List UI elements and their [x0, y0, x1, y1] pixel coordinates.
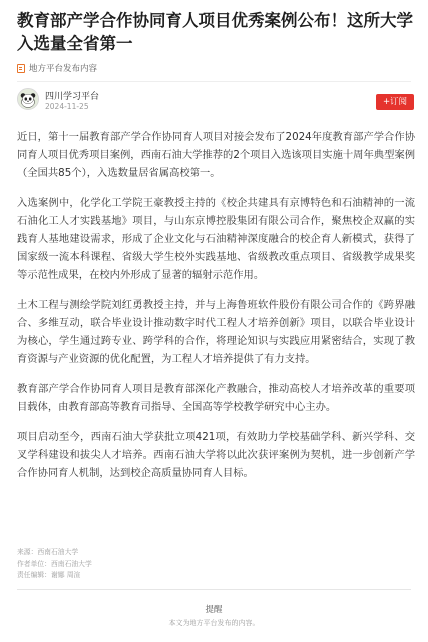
header-divider [17, 81, 411, 82]
panda-avatar-icon [18, 89, 38, 109]
article-paragraph: 土木工程与测绘学院刘红勇教授主持，并与上海鲁班软件股份有限公司合作的《跨界融合、多维互动，联合毕业设计推动数字时代工程人才培养创新》项目，以联合毕业设计为核心，学生通过跨专业、跨学科的合作，将理论知识与实践应用紧密结合，实现了教育资源与产业资源的优化配置，为工程人才培养提供了有力支持。 [17, 299, 415, 365]
document-icon [17, 64, 25, 73]
footer-note: 本文为地方平台发布的内容。 [168, 619, 260, 627]
article-paragraph: 教育部产学合作协同育人项目是教育部深化产教融合，推动高校人才培养改革的重要项目载体，由教育部高等教育司指导、全国高等学校教学研究中心主办。 [17, 383, 415, 413]
source-tag [17, 62, 97, 74]
article-paragraph: 项目启动至今，西南石油大学获批立项421项，有效助力学校基础学科、新兴学科、交叉学科建设和拔尖人才培养。西南石油大学将以此次获评案例为契机，进一步创新产学合作协同育人机制，达到校企高质量协同育人目标。 [17, 431, 415, 479]
meta-source: 来源：西南石油大学 [17, 548, 79, 556]
source-tag-label: 地方平台发布内容 [29, 64, 98, 74]
meta-author-unit: 作者单位：西南石油大学 [17, 559, 92, 568]
footer-divider [17, 589, 411, 590]
article-meta [17, 547, 92, 582]
article-title: 教育部产学合作协同育人项目优秀案例公布！这所大学入选量全省第一 [17, 11, 413, 53]
article-paragraph: 近日，第十一届教育部产学合作协同育人项目对接会发布了2024年度教育部产学合作协同育人项目优秀项目案例，西南石油大学推荐的2个项目入选该项目实施十周年典型案例（全国共85个），入选数量居省属高校第一。 [17, 131, 415, 179]
article-paragraph: 入选案例中，化学化工学院王豪教授主持的《校企共建具有京博特色和石油精神的一流石油化工人才实践基地》项目，与山东京博控股集团有限公司合作，聚焦校企双赢的实践育人基地建设需求，形成了企业文化与石油精神深度融合的校企育人新模式，获得了国家级一流本科课程、省级大学生校外实践基地、省级教改重点项目、省级教学成果奖等示范性成果，在校内外形成了显著的辐射示范作用。 [17, 197, 415, 281]
article-body [17, 128, 415, 494]
meta-editor: 责任编辑：谢娜 周渲 [17, 571, 81, 579]
avatar[interactable] [17, 88, 39, 110]
publish-date: 2024-11-25 [45, 102, 89, 111]
footer-title: 提醒 [205, 605, 223, 615]
author-name[interactable]: 四川学习平台 [45, 92, 100, 102]
subscribe-button[interactable]: +订阅 [376, 94, 414, 110]
